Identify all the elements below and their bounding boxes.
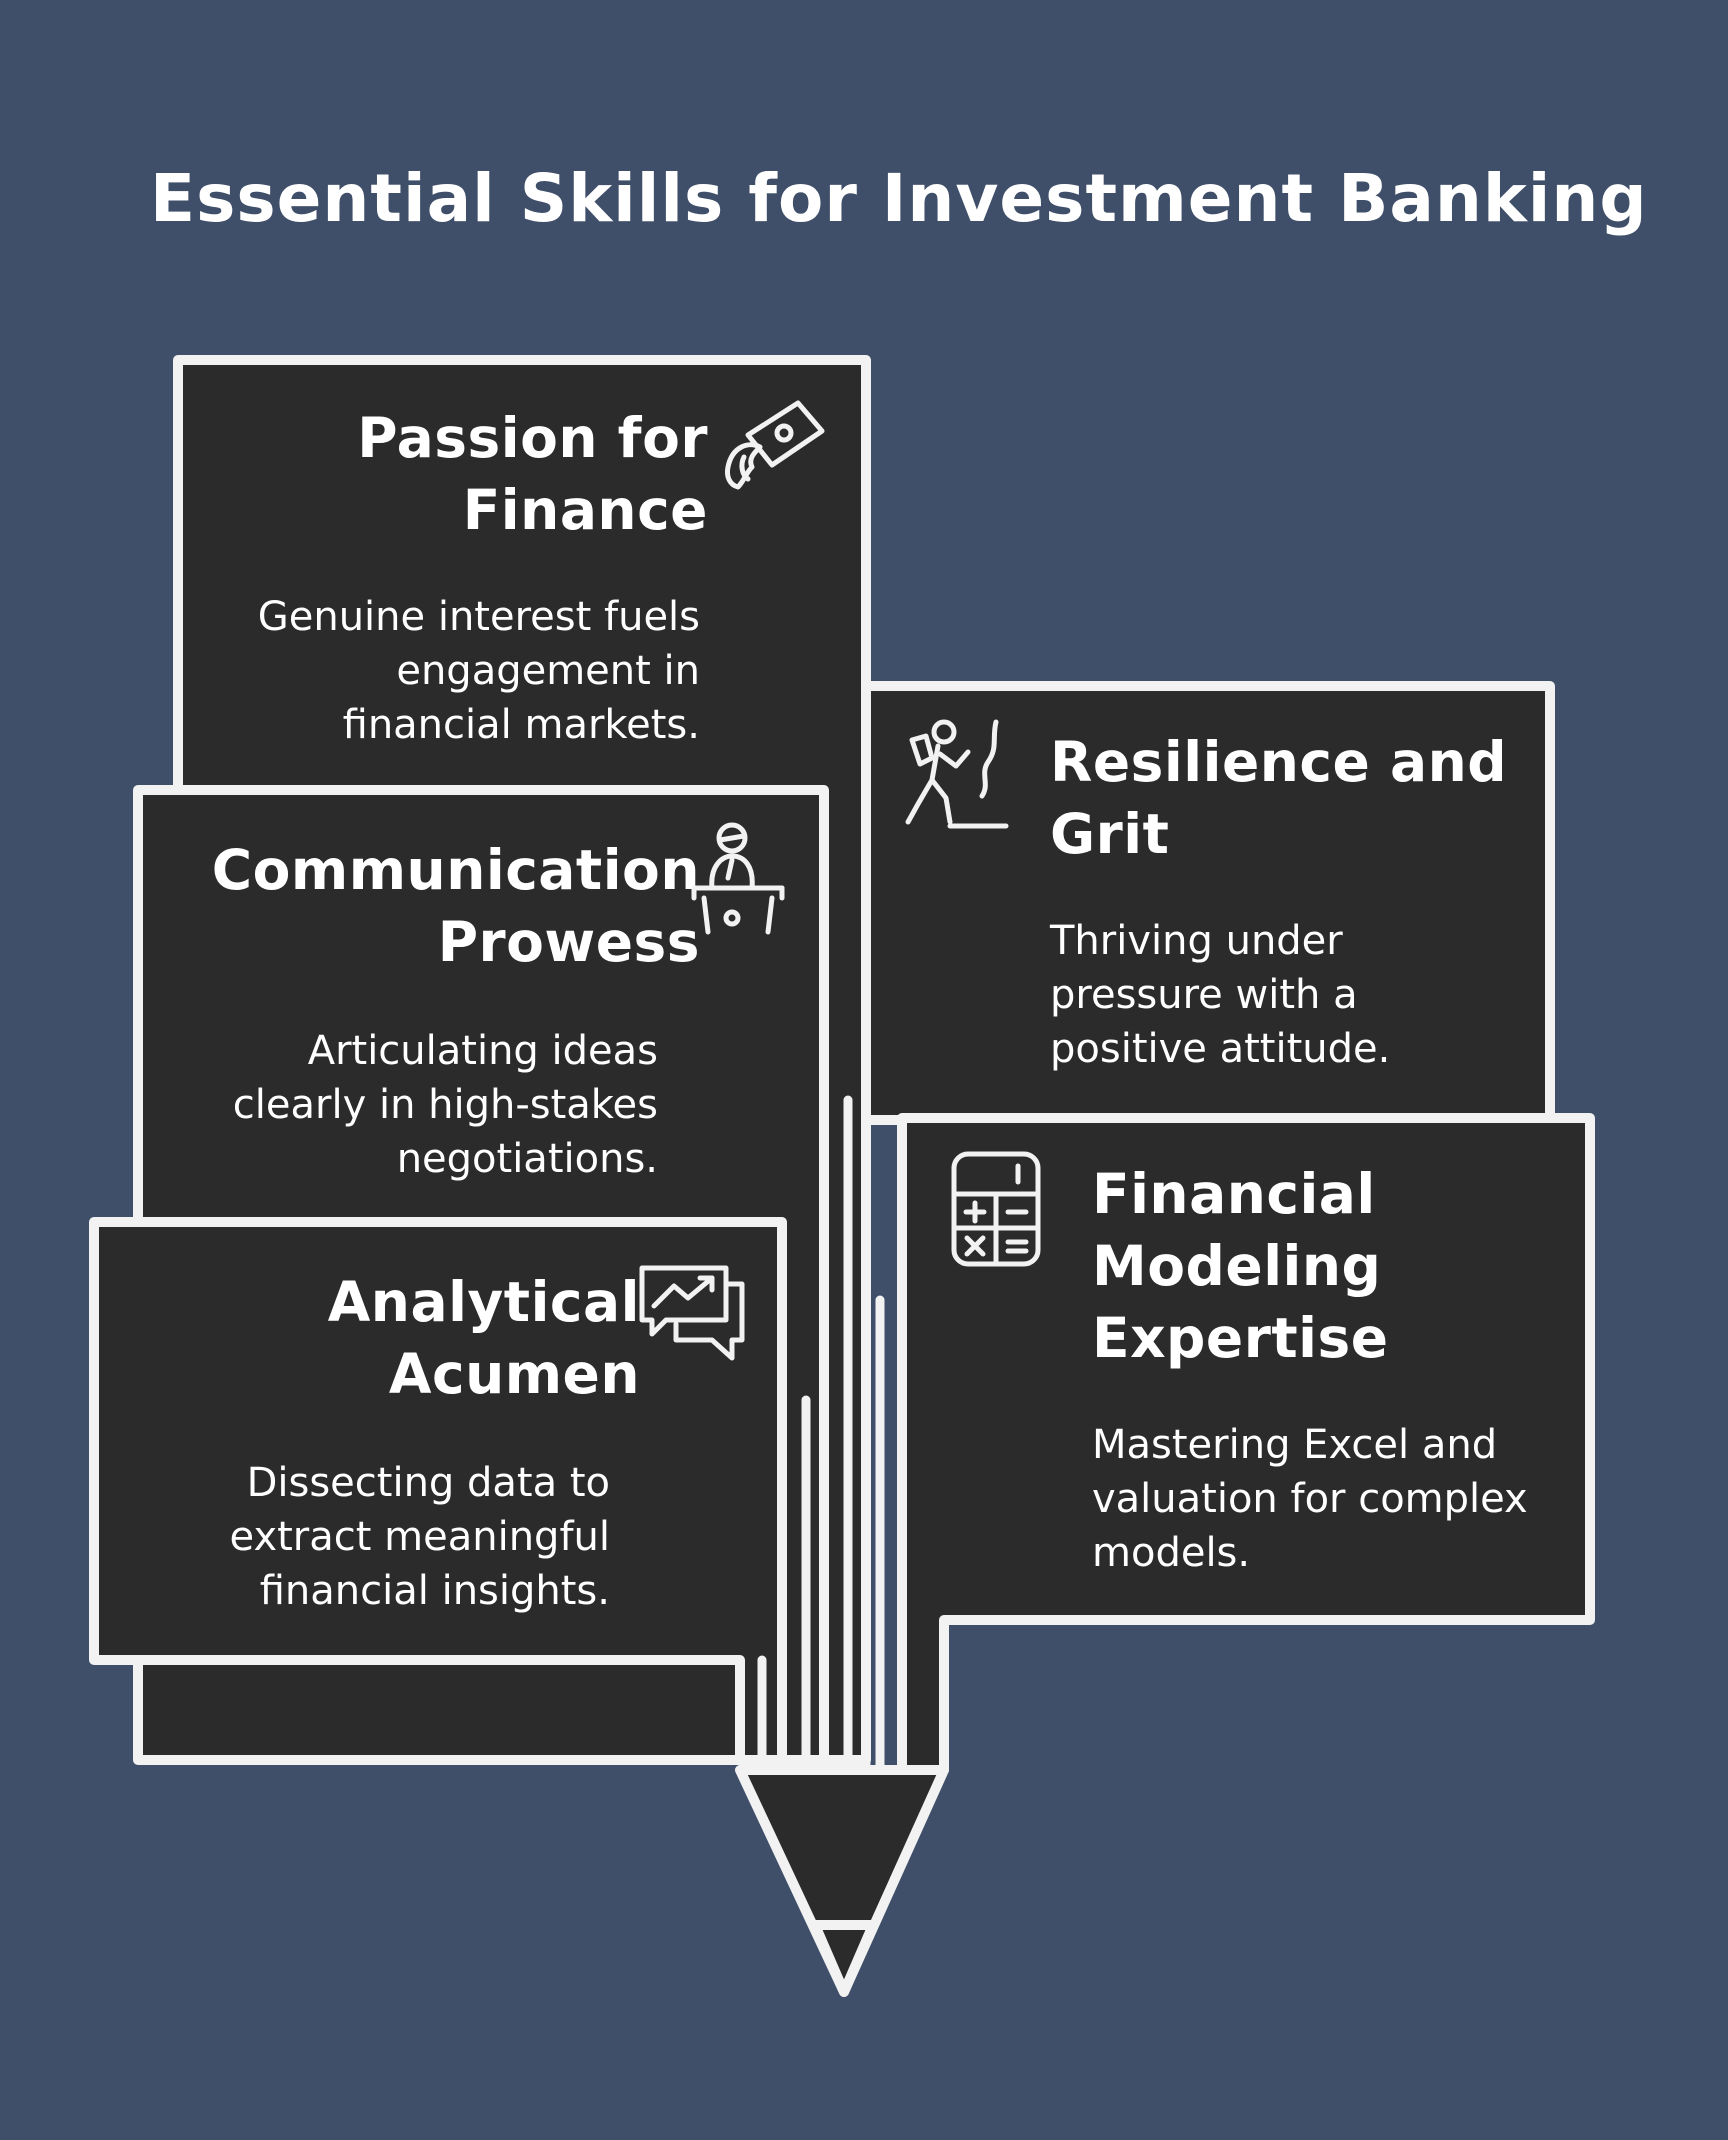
climber-icon (898, 718, 1010, 834)
money-hand-icon (718, 395, 828, 505)
heading-resilience: Resilience and Grit (1050, 730, 1508, 866)
desc-communication: Articulating ideas clearly in high-stakes negotiations. (232, 1028, 658, 1182)
heading-communication: Communication Prowess (211, 838, 700, 974)
desc-passion: Genuine interest fuels engagement in financial markets. (257, 594, 700, 748)
page-title: Essential Skills for Investment Banking (150, 160, 1648, 237)
desc-analytical: Dissecting data to extract meaningful financial insights. (229, 1460, 610, 1614)
heading-modeling: Financial Modeling Expertise (1092, 1162, 1389, 1370)
chart-chat-icon (636, 1262, 748, 1372)
speaker-at-desk-icon (690, 820, 790, 940)
heading-analytical: Analytical Acumen (327, 1270, 640, 1406)
desc-modeling: Mastering Excel and valuation for complex models. (1092, 1422, 1528, 1576)
calculator-icon (950, 1150, 1042, 1268)
desc-resilience: Thriving under pressure with a positive attitude. (1050, 918, 1391, 1072)
heading-passion: Passion for Finance (357, 406, 708, 542)
